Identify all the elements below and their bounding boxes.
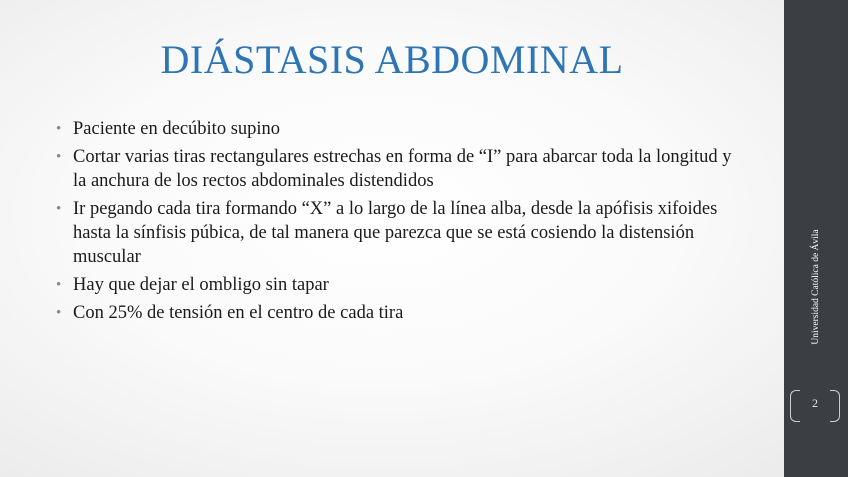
page-number: 2 (812, 396, 818, 410)
bullet-text: Con 25% de tensión en el centro de cada tira (73, 303, 404, 323)
bullet-text: Hay que dejar el ombligo sin tapar (73, 275, 329, 295)
bullet-marker: • (56, 121, 62, 137)
page-number-badge (790, 388, 840, 426)
bullet-item (56, 301, 736, 325)
bullet-text: Cortar varias tiras rectangulares estrechas en forma de “I” para abarcar toda la longitud y la anchura de los rectos abdominales distendidos (73, 147, 732, 191)
bullet-item (56, 117, 736, 141)
bullet-marker: • (56, 277, 62, 293)
bullet-item (56, 145, 736, 193)
institution-label: Universidad Católica de Ávila (811, 229, 821, 345)
bullet-text: Ir pegando cada tira formando “X” a lo largo de la línea alba, desde la apófisis xifoides hasta la sínfisis púbica, de tal manera que parezca que se está cosiendo la distensión muscular (73, 199, 718, 267)
bullet-marker: • (56, 201, 62, 217)
bullet-item (56, 273, 736, 297)
bullet-marker: • (56, 305, 62, 321)
bullet-item (56, 197, 736, 269)
slide-title: DIÁSTASIS ABDOMINAL (160, 37, 624, 82)
bullet-text: Paciente en decúbito supino (73, 119, 281, 139)
right-bracket-icon (830, 390, 840, 422)
bullet-list (56, 117, 736, 329)
bullet-marker: • (56, 149, 62, 165)
